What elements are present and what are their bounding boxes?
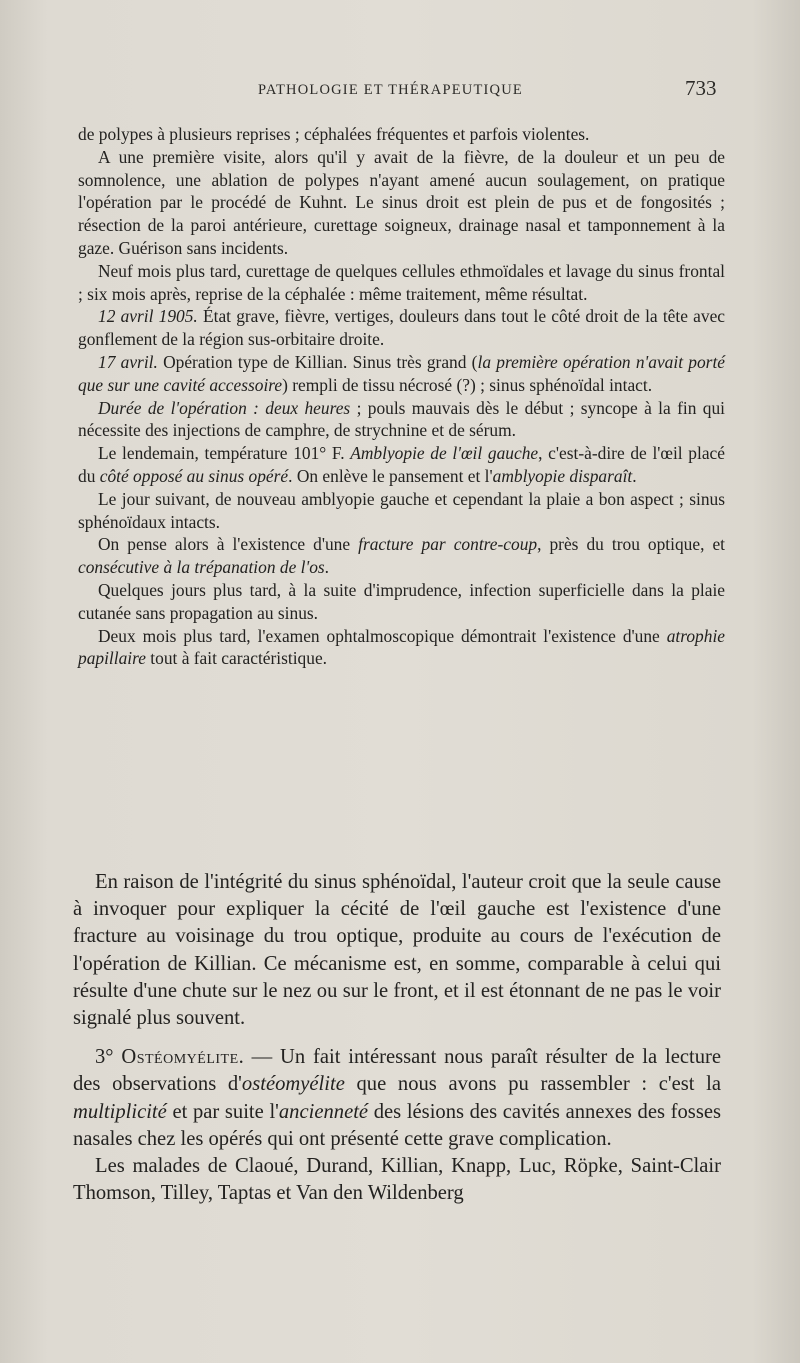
- case-date: 17 avril.: [98, 351, 158, 372]
- author-commentary: [73, 869, 721, 1207]
- running-title: PATHOLOGIE ET THÉRAPEUTIQUE: [258, 82, 523, 98]
- case-date: 12 avril 1905.: [98, 306, 198, 327]
- case-paragraph: A une première visite, alors qu'il y avait de la fièvre, de la douleur et un peu de somnolence, une ablation de polypes n'ayant amené aucun soulagement, on pratique l'opération par le procédé de Kuhnt. Le sinus droit est plein de pus et de fongosités ; résection de la paroi antérieure, curettage soigneux, drainage nasal et tamponnement à la gaze. Guérison sans incidents.: [78, 146, 725, 258]
- case-paragraph: de polypes à plusieurs reprises ; céphalées fréquentes et parfois violentes.: [78, 124, 590, 144]
- case-paragraph: Durée de l'opération : deux heures ; pouls mauvais dès le début ; syncope à la fin qui nécessite des injections de camphre, de strychnine et de sérum.: [78, 397, 725, 441]
- case-paragraph: Le lendemain, température 101° F. Amblyopie de l'œil gauche, c'est-à-dire de l'œil placé du côté opposé au sinus opéré. On enlève le pansement et l'amblyopie disparaît.: [78, 443, 725, 486]
- case-paragraph: 17 avril. Opération type de Killian. Sinus très grand (la première opération n'avait porté que sur une cavité accessoire) rempli de tissu nécrosé (?) ; sinus sphénoïdal intact.: [78, 351, 725, 395]
- section-heading: Ostéomyélite: [121, 1046, 239, 1069]
- case-paragraph: Le jour suivant, de nouveau amblyopie gauche et cependant la plaie a bon aspect ; sinus sphénoïdaux intacts.: [78, 488, 725, 532]
- case-paragraph: Quelques jours plus tard, à la suite d'imprudence, infection superficielle dans la plaie cutanée sans propagation au sinus.: [78, 579, 725, 623]
- case-paragraph: Deux mois plus tard, l'examen ophtalmoscopique démontrait l'existence d'une atrophie papillaire tout à fait caractéristique.: [78, 625, 725, 669]
- case-paragraph: Neuf mois plus tard, curettage de quelques cellules ethmoïdales et lavage du sinus frontal ; six mois après, reprise de la céphalée : même traitement, même résultat.: [78, 260, 725, 304]
- case-report: [78, 123, 725, 670]
- case-paragraph: On pense alors à l'existence d'une fracture par contre-coup, près du trou optique, et consécutive à la trépanation de l'os.: [78, 534, 725, 578]
- body-paragraph: En raison de l'intégrité du sinus sphénoïdal, l'auteur croit que la seule cause à invoquer pour expliquer la cécité de l'œil gauche est l'existence d'une fracture au voisinage du trou optique, produite au cours de l'exécution de l'opération de Killian. Ce mécanisme est, en somme, comparable à celui qui résulte d'une chute sur le nez ou sur le front, et il est étonnant de ne pas le voir signalé plus souvent.: [73, 871, 721, 1030]
- page-header: [0, 76, 800, 106]
- case-paragraph: 12 avril 1905. État grave, fièvre, vertiges, douleurs dans tout le côté droit de la tête avec gonflement de la région sus-orbitaire droite.: [78, 306, 726, 350]
- body-paragraph: Les malades de Claoué, Durand, Killian, Knapp, Luc, Röpke, Saint-Clair Thomson, Tilley, Taptas et Van den Wildenberg: [73, 1155, 721, 1205]
- page-number: 733: [685, 76, 717, 100]
- section-paragraph-osteomyelitis: 3° Ostéomyélite. — Un fait intéressant nous paraît résulter de la lecture des observations d'ostéomyélite que nous avons pu rassembler : c'est la multiplicité et par suite l'ancienneté des lésions des cavités annexes des fosses nasales chez les opérés qui ont présenté cette grave complication.: [73, 1046, 721, 1150]
